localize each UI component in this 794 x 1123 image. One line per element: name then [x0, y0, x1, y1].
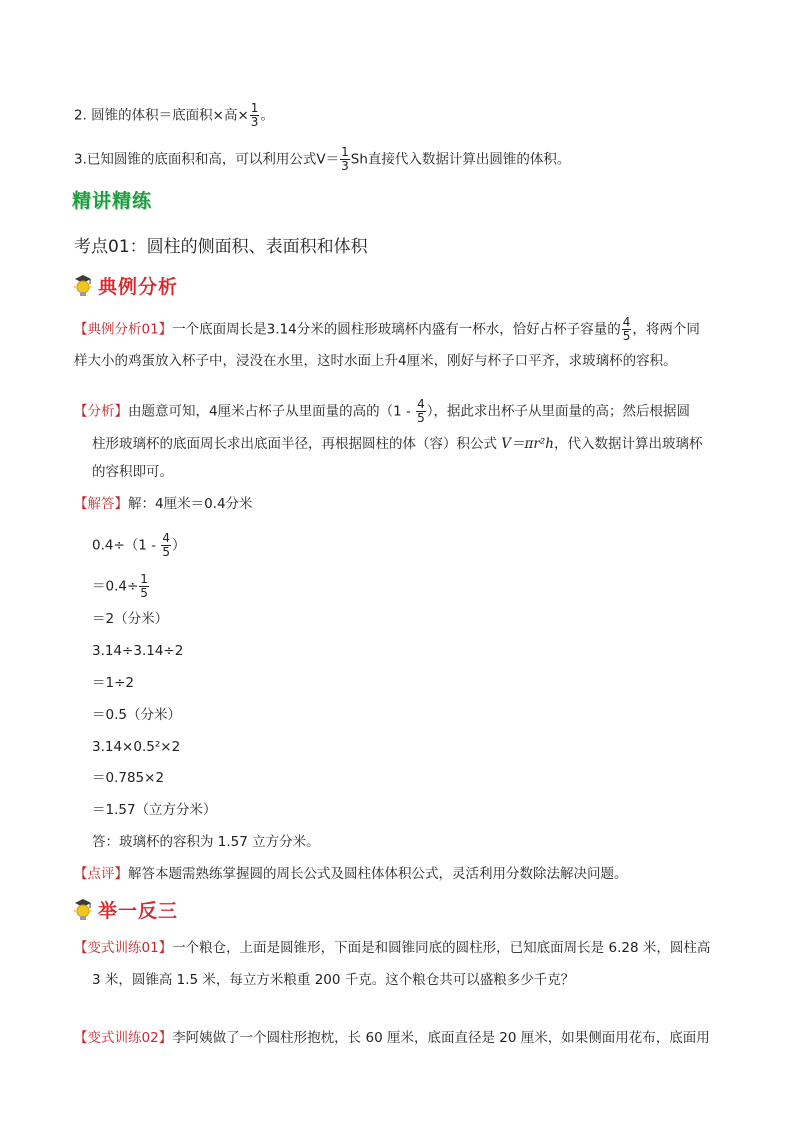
fraction	[250, 102, 260, 129]
solution-text: 解：4厘米＝0.4分米	[128, 496, 253, 512]
solution-step-1	[92, 532, 185, 559]
fraction-numerator: 1	[140, 572, 148, 586]
practice1-line-1	[74, 938, 710, 958]
solution-step: ＝1÷2	[92, 675, 134, 691]
practice2-tag: 【变式训练02】	[74, 1030, 173, 1046]
practice-header-label: 举一反三	[98, 900, 179, 922]
analysis-text: 柱形玻璃杯的底面周长求出底面半径，再根据圆柱的体（容）积公式	[92, 436, 502, 452]
practice1-tag: 【变式训练01】	[74, 940, 173, 956]
solution-tag: 【解答】	[74, 496, 128, 512]
fraction-denominator: 3	[341, 159, 349, 173]
fraction-denominator: 5	[140, 586, 148, 600]
practice1-text: 一个粮仓，上面是圆锥形，下面是和圆锥同底的圆柱形，已知底面周长是 6.28 米，圆柱高	[172, 940, 711, 956]
comment-tag: 【点评】	[74, 866, 128, 882]
example-line-1	[74, 316, 700, 343]
topic-title: 考点01：圆柱的侧面积、表面积和体积	[74, 237, 368, 257]
fraction	[340, 146, 350, 173]
practice-header	[72, 896, 178, 923]
comment-text: 解答本题需熟练掌握圆的周长公式及圆柱体体积公式，灵活利用分数除法解决问题。	[128, 866, 628, 882]
example-header-label: 典例分析	[98, 276, 179, 298]
step-text: ＝0.4÷	[92, 578, 139, 595]
practice2-text: 李阿姨做了一个圆柱形抱枕，长 60 厘米，底面直径是 20 厘米，如果侧面用花布，底面用	[172, 1030, 710, 1046]
solution-step: ＝0.5（分米）	[92, 707, 181, 723]
fraction-denominator: 3	[250, 115, 259, 129]
comment-line	[74, 864, 628, 884]
example-text-suffix: ，将两个同	[632, 321, 700, 338]
solution-step-2	[92, 573, 150, 600]
fraction-numerator: 4	[162, 531, 170, 545]
fraction-numerator: 4	[417, 397, 425, 411]
formula-suffix: Sh直接代入数据计算出圆锥的体积。	[350, 151, 571, 168]
fraction-denominator: 5	[417, 411, 425, 425]
solution-step: ＝0.785×2	[92, 770, 165, 786]
analysis-text: 由题意可知，4厘米占杯子从里面量的高的（1 -	[128, 403, 416, 420]
section-banner: 精讲精练	[72, 190, 153, 212]
solution-line-1	[74, 494, 253, 514]
lightbulb-icon	[72, 897, 94, 923]
practice2-line-1	[74, 1028, 710, 1048]
analysis-text-suffix: ，代入数据计算出玻璃杯	[553, 436, 703, 452]
example-header	[72, 272, 178, 299]
solution-step: 3.14×0.5²×2	[92, 739, 181, 755]
fraction	[622, 316, 632, 343]
fraction-numerator: 1	[341, 145, 349, 159]
analysis-line-1	[74, 398, 690, 425]
example-tag: 【典例分析01】	[74, 321, 173, 338]
example-line-2: 样大小的鸡蛋放入杯子中，浸没在水里，这时水面上升4厘米，刚好与杯子口平齐，求玻璃杯的容积。	[74, 353, 677, 369]
analysis-text-suffix: ），据此求出杯子从里面量的高；然后根据圆	[426, 403, 691, 420]
fraction	[416, 398, 426, 425]
example-text: 一个底面周长是3.14分米的圆柱形玻璃杯内盛有一杯水，恰好占杯子容量的	[172, 321, 621, 338]
fraction	[161, 532, 171, 559]
formula-text: 3.已知圆锥的底面积和高，可以利用公式V＝	[74, 151, 340, 168]
analysis-line-2	[92, 434, 702, 454]
solution-step: ＝2（分米）	[92, 611, 169, 627]
analysis-tag: 【分析】	[74, 403, 128, 420]
formula-line-2	[74, 146, 570, 173]
fraction-denominator: 5	[622, 329, 631, 343]
formula-suffix: 。	[260, 107, 274, 124]
volume-formula: V＝πr²h	[501, 436, 554, 452]
step-text-suffix: ）	[171, 537, 186, 554]
formula-line-1	[74, 102, 274, 129]
solution-step: ＝1.57（立方分米）	[92, 802, 217, 818]
fraction-denominator: 5	[162, 545, 170, 559]
analysis-line-3: 的容积即可。	[92, 464, 173, 480]
step-text: 0.4÷（1 -	[92, 537, 161, 554]
fraction-numerator: 4	[622, 315, 631, 329]
solution-step: 3.14÷3.14÷2	[92, 643, 184, 659]
formula-text: 2. 圆锥的体积＝底面积×高×	[74, 107, 249, 124]
practice1-line-2: 3 米，圆锥高 1.5 米，每立方米粮重 200 千克。这个粮仓共可以盛粮多少千克？	[92, 972, 575, 988]
fraction	[139, 573, 149, 600]
solution-answer: 答：玻璃杯的容积为 1.57 立方分米。	[92, 834, 320, 850]
lightbulb-icon	[72, 273, 94, 299]
fraction-numerator: 1	[250, 101, 259, 115]
